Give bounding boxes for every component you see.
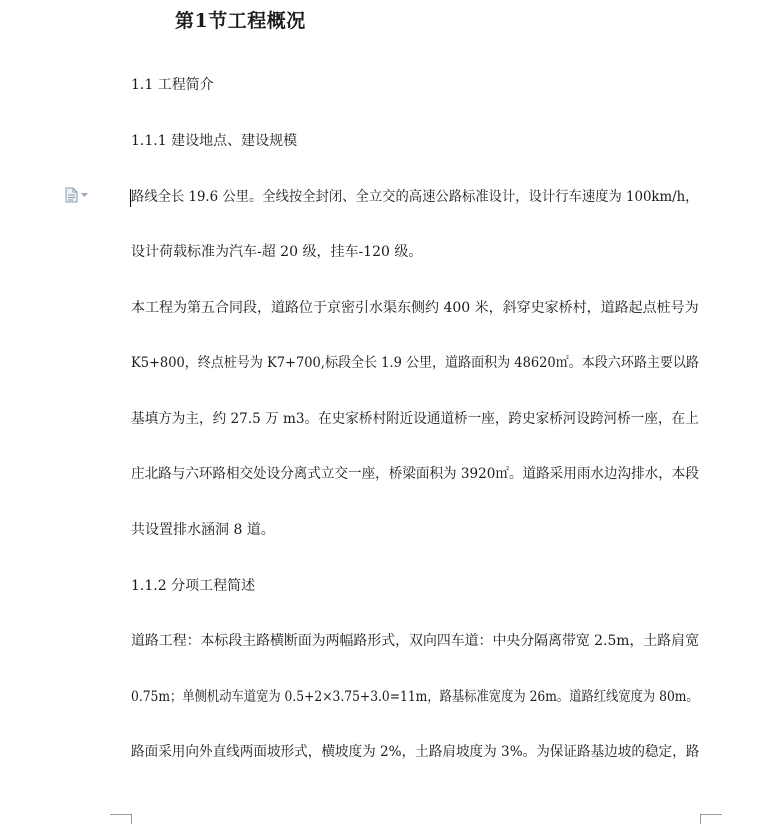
paragraph-line[interactable]: 路线全长 19.6 公里。全线按全封闭、全立交的高速公路标准设计，设计行车速度为 100km/h， — [131, 189, 699, 205]
paragraph-line: 设计荷载标准为汽车-超 20 级，挂车-120 级。 — [131, 244, 423, 260]
heading-1-1: 1.1 工程简介 — [131, 77, 214, 93]
heading-1-1-1: 1.1.1 建设地点、建设规模 — [131, 133, 298, 149]
paragraph-line: 0.75m；单侧机动车道宽为 0.5+2×3.75+3.0=11m，路基标准宽度为 26m。道路红线宽度为 80m。 — [131, 689, 699, 705]
paragraph-line: 道路工程：本标段主路横断面为两幅路形式，双向四车道：中央分隔离带宽 2.5m，土路肩宽 — [131, 633, 699, 649]
section-title: 第1节工程概况 — [175, 10, 306, 32]
paragraph-line: 本工程为第五合同段，道路位于京密引水渠东侧约 400 米，斜穿史家桥村，道路起点桩号为 — [131, 300, 699, 316]
chevron-down-icon — [81, 193, 88, 198]
text-cursor — [130, 189, 131, 207]
document-icon — [65, 187, 78, 203]
paragraph-line: 路面采用向外直线两面坡形式，横坡度为 2%，土路肩坡度为 3%。为保证路基边坡的稳定，路 — [131, 744, 700, 760]
heading-1-1-2: 1.1.2 分项工程简述 — [131, 578, 256, 594]
paragraph-menu[interactable] — [65, 187, 93, 203]
paragraph-line: 共设置排水涵洞 8 道。 — [131, 522, 275, 538]
paragraph-line: 庄北路与六环路相交处设分离式立交一座，桥梁面积为 3920㎡。道路采用雨水边沟排水，本段 — [131, 466, 699, 482]
paragraph-line: K5+800，终点桩号为 K7+700,标段全长 1.9 公里，道路面积为 48620㎡。本段六环路主要以路 — [131, 355, 699, 371]
paragraph-line: 基填方为主，约 27.5 万 m3。在史家桥村附近设通道桥一座，跨史家桥河设跨河桥一座，在上 — [131, 411, 699, 427]
